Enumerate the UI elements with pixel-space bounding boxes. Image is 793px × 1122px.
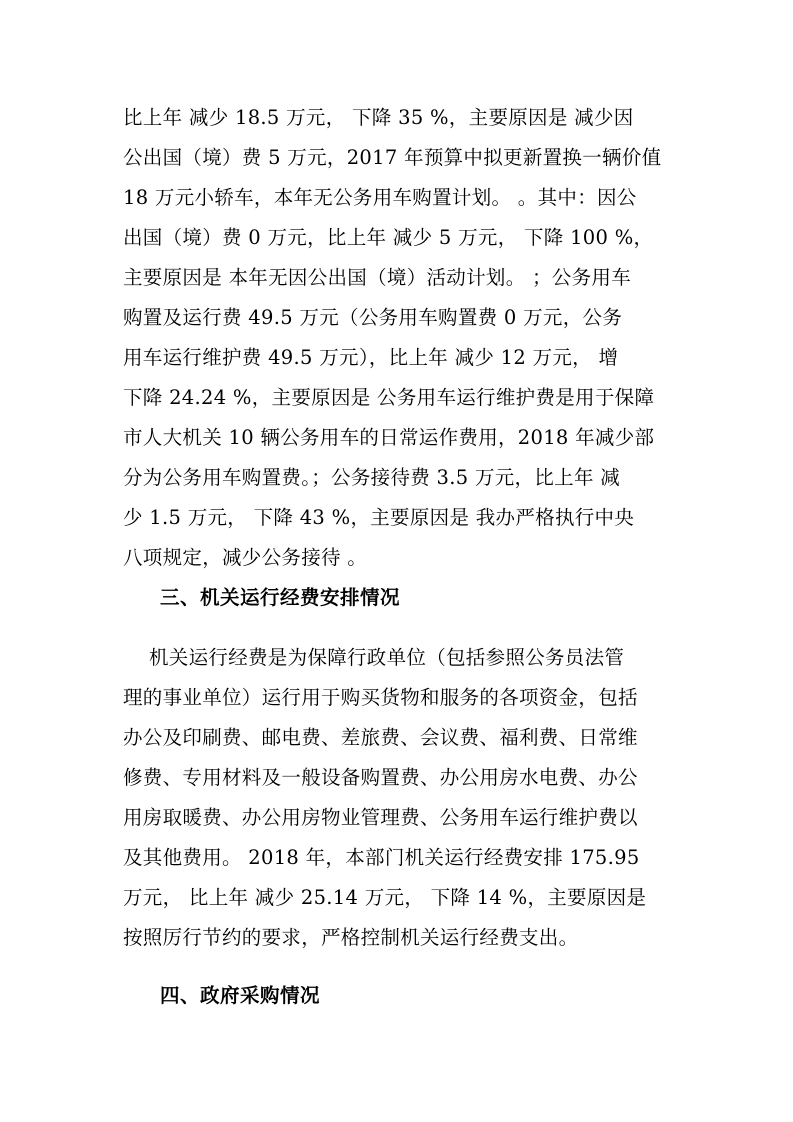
- text-line: 万元， 比上年 减少 25.14 万元， 下降 14 %，主要原因是: [123, 886, 647, 909]
- text-line: 机关运行经费是为保障行政单位（包括参照公务员法管: [123, 646, 625, 669]
- text-line: 用房取暖费、办公用房物业管理费、公务用车运行维护费以: [123, 806, 638, 829]
- text-line: 修费、专用材料及一般设备购置费、办公用房水电费、办公: [123, 766, 638, 789]
- text-line: 公出国（境）费 5 万元，2017 年预算中拟更新置换一辆价值: [123, 146, 662, 169]
- text-line: 少 1.5 万元， 下降 43 %，主要原因是 我办严格执行中央: [123, 506, 635, 529]
- section-heading-operating-expenses: 三、机关运行经费安排情况: [160, 586, 401, 609]
- text-line: 市人大机关 10 辆公务用车的日常运作费用，2018 年减少部: [123, 426, 655, 449]
- text-line: 比上年 减少 18.5 万元， 下降 35 %，主要原因是 减少因: [123, 106, 634, 129]
- text-line: 按照厉行节约的要求，严格控制机关运行经费支出。: [123, 926, 579, 949]
- text-line: 分为公务用车购置费。；公务接待费 3.5 万元，比上年 减: [123, 466, 621, 489]
- text-line: 用车运行维护费 49.5 万元），比上年 减少 12 万元， 增: [123, 346, 619, 369]
- text-line: 八项规定，减少公务接待 。: [123, 546, 368, 569]
- section-heading-procurement: 四、政府采购情况: [160, 984, 321, 1007]
- text-line: 下降 24.24 %，主要原因是 公务用车运行维护费是用于保障: [123, 386, 655, 409]
- text-line: 办公及印刷费、邮电费、差旅费、会议费、福利费、日常维: [123, 726, 638, 749]
- text-line: 18 万元小轿车，本年无公务用车购置计划。 。其中：因公: [123, 186, 637, 209]
- text-line: 理的事业单位）运行用于购买货物和服务的各项资金，包括: [123, 686, 638, 709]
- text-line: 购置及运行费 49.5 万元（公务用车购置费 0 万元，公务: [123, 306, 623, 329]
- text-line: 出国（境）费 0 万元，比上年 减少 5 万元， 下降 100 %，: [123, 226, 654, 249]
- text-line: 及其他费用。 2018 年，本部门机关运行经费安排 175.95: [123, 846, 640, 869]
- text-line: 主要原因是 本年无因公出国（境）活动计划。 ；公务用车: [123, 266, 631, 289]
